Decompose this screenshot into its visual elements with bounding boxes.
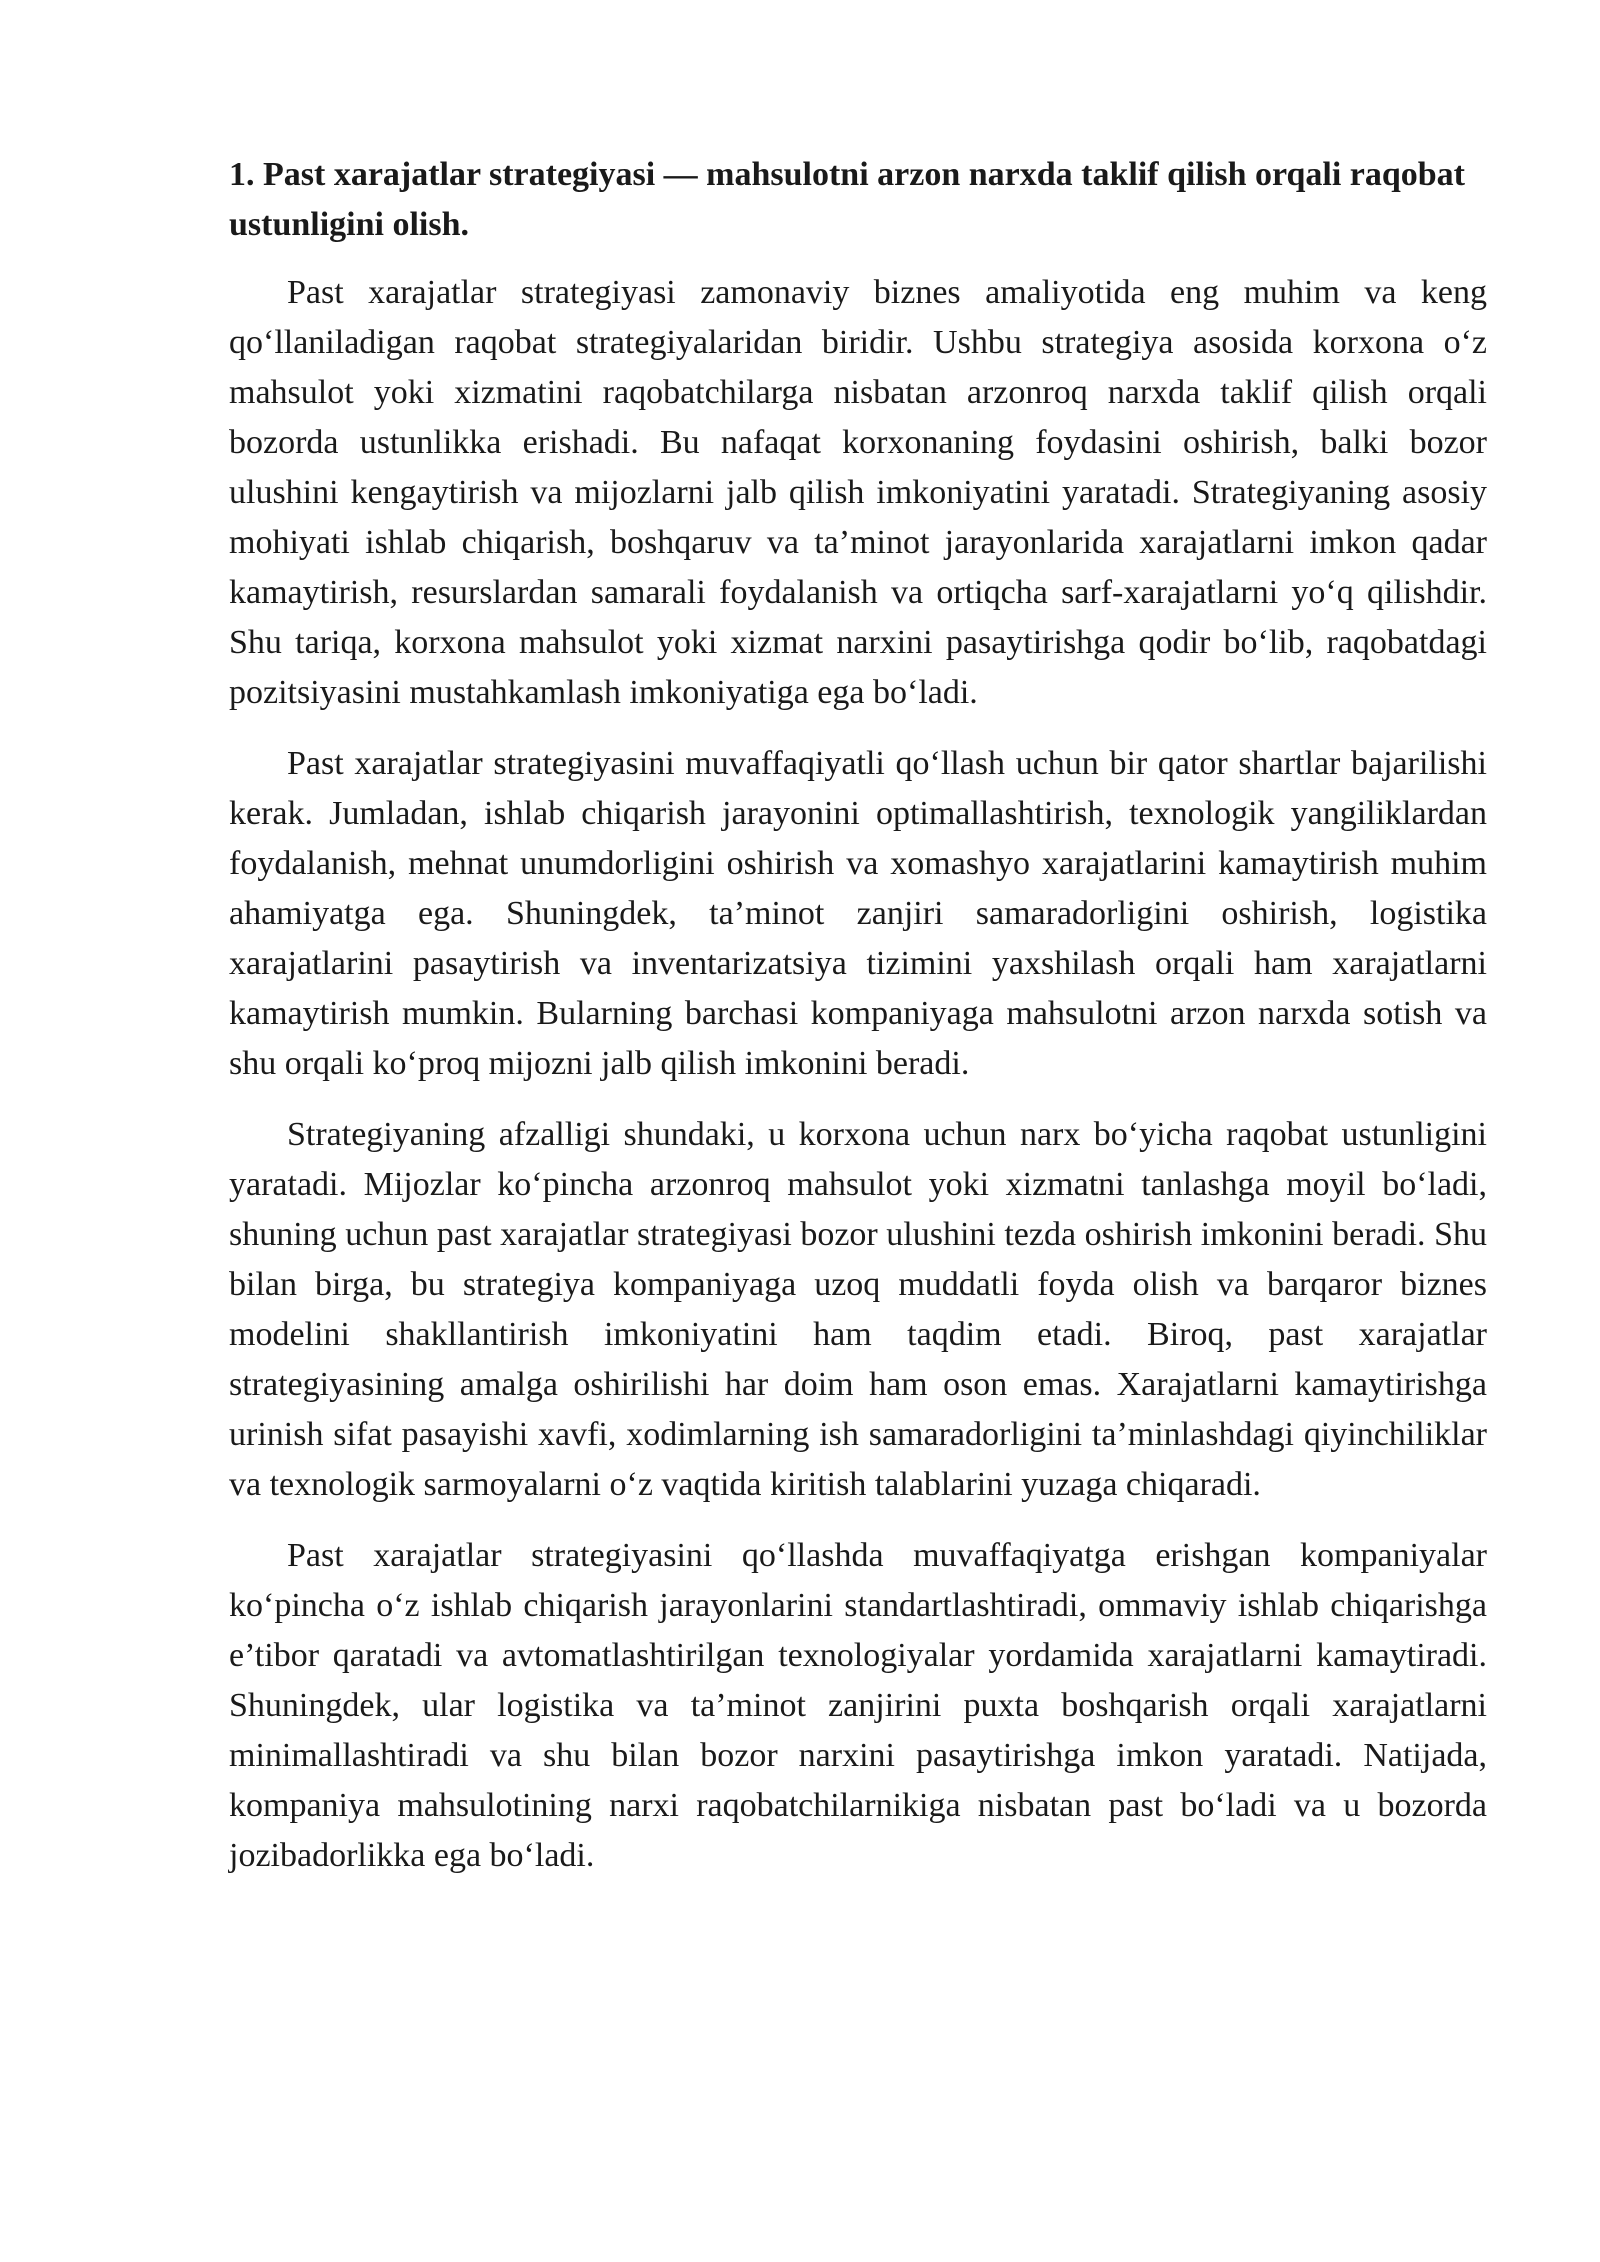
paragraph-1: Past xarajatlar strategiyasi zamonaviy biznes amaliyotida eng muhim va keng qoʻllaniladigan raqobat strategiyalaridan biridir. Ushbu strategiya asosida korxona oʻz mahsulot yoki xizmatini raqobatchilarga nisbatan arzonroq narxda taklif qilish orqali bozorda ustunlikka erishadi. Bu nafaqat korxonaning foydasini oshirish, balki bozor ulushini kengaytirish va mijozlarni jalb qilish imkoniyatini yaratadi. Strategiyaning asosiy mohiyati ishlab chiqarish, boshqaruv va ta’minot jarayonlarida xarajatlarni imkon qadar kamaytirish, resurslardan samarali foydalanish va ortiqcha sarf-xarajatlarni yoʻq qilishdir. Shu tariqa, korxona mahsulot yoki xizmat narxini pasaytirishga qodir boʻlib, raqobatdagi pozitsiyasini mustahkamlash imkoniyatiga ega boʻladi. <box>229 274 1487 711</box>
section-heading: 1. Past xarajatlar strategiyasi — mahsulotni arzon narxda taklif qilish orqali raqobat ustunligini olish. <box>229 156 1466 243</box>
paragraph-3: Strategiyaning afzalligi shundaki, u korxona uchun narx boʻyicha raqobat ustunligini yaratadi. Mijozlar koʻpincha arzonroq mahsulot yoki xizmatni tanlashga moyil boʻladi, shuning uchun past xarajatlar strategiyasi bozor ulushini tezda oshirish imkonini beradi. Shu bilan birga, bu strategiya kompaniyaga uzoq muddatli foyda olish va barqaror biznes modelini shakllantirish imkoniyatini ham taqdim etadi. Biroq, past xarajatlar strategiyasining amalga oshirilishi har doim ham oson emas. Xarajatlarni kamaytirishga urinish sifat pasayishi xavfi, xodimlarning ish samaradorligini ta’minlashdagi qiyinchiliklar va texnologik sarmoyalarni oʻz vaqtida kiritish talablarini yuzaga chiqaradi. <box>229 1116 1487 1503</box>
document-body <box>229 150 1487 1902</box>
paragraph-2: Past xarajatlar strategiyasini muvaffaqiyatli qoʻllash uchun bir qator shartlar bajarilishi kerak. Jumladan, ishlab chiqarish jarayonini optimallashtirish, texnologik yangiliklardan foydalanish, mehnat unumdorligini oshirish va xomashyo xarajatlarini kamaytirish muhim ahamiyatga ega. Shuningdek, ta’minot zanjiri samaradorligini oshirish, logistika xarajatlarini pasaytirish va inventarizatsiya tizimini yaxshilash orqali ham xarajatlarni kamaytirish mumkin. Bularning barchasi kompaniyaga mahsulotni arzon narxda sotish va shu orqali koʻproq mijozni jalb qilish imkonini beradi. <box>229 745 1487 1082</box>
paragraph-4: Past xarajatlar strategiyasini qoʻllashda muvaffaqiyatga erishgan kompaniyalar koʻpincha oʻz ishlab chiqarish jarayonlarini standartlashtiradi, ommaviy ishlab chiqarishga e’tibor qaratadi va avtomatlashtirilgan texnologiyalar yordamida xarajatlarni kamaytiradi. Shuningdek, ular logistika va ta’minot zanjirini puxta boshqarish orqali xarajatlarni minimallashtiradi va shu bilan bozor narxini pasaytirishga imkon yaratadi. Natijada, kompaniya mahsulotining narxi raqobatchilarnikiga nisbatan past boʻladi va u bozorda jozibadorlikka ega boʻladi. <box>229 1537 1487 1874</box>
